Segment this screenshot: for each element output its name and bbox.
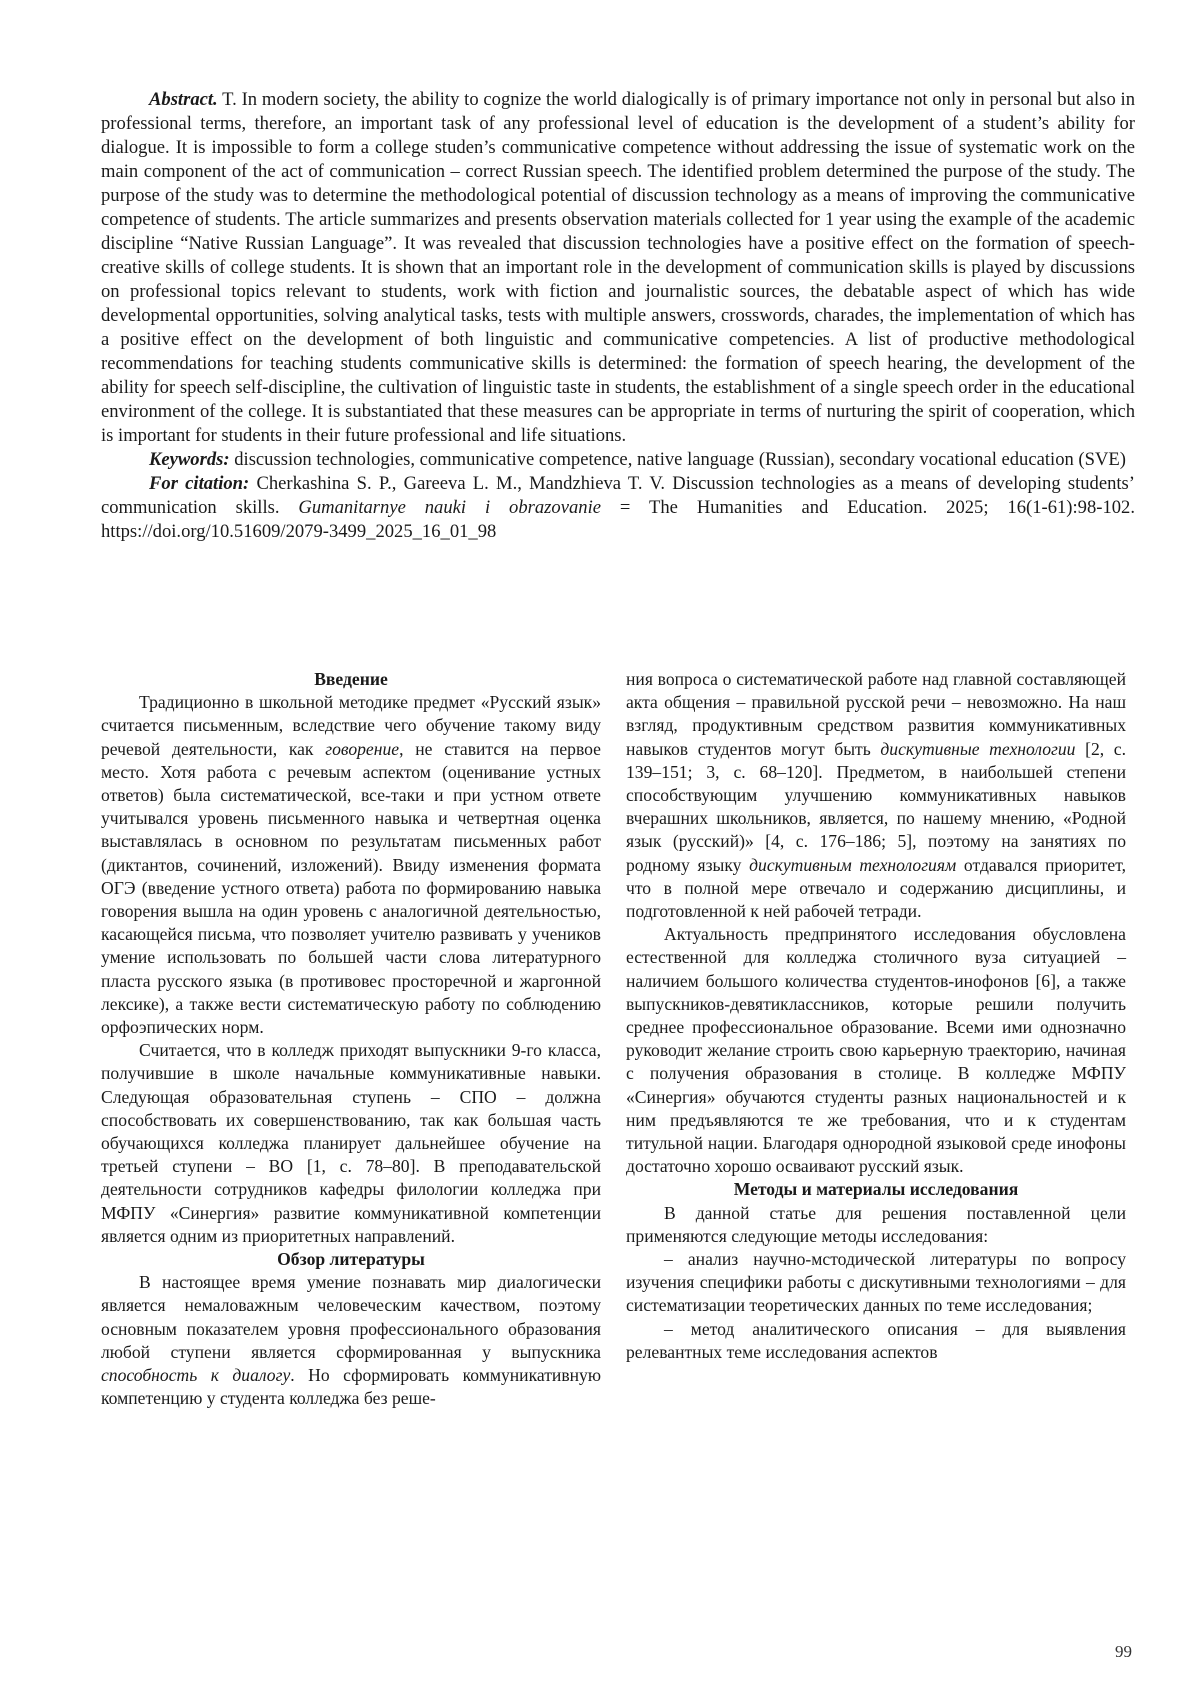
intro-emphasis: говорение — [325, 738, 400, 759]
review-emphasis: способность к диалогу — [101, 1365, 291, 1386]
citation-label: For citation: — [149, 473, 250, 494]
discussion-tech-emphasis-1: дискутивные технологии — [880, 738, 1076, 759]
introduction-paragraph-2: Считается, что в колледж приходят выпускники 9-го класса, получившие в школе начальные коммуникативные навыки. Следующая образовательная ступень – СПО – должна способствовать их совершенствованию, так как большая часть обучающихся колледжа планирует дальнейшее обучение на третьей ступени – ВО [1, с. 78–80]. В преподавательской деятельности сотрудников кафедры филологии колледжа при МФПУ «Синергия» развитие коммуникативной компетенции является одним из приоритетных направлений. — [101, 1040, 601, 1246]
relevance-paragraph: Актуальность предпринятого исследования обусловлена естественной для колледжа столичного вуза ситуацией – наличием большого количества студентов-инофонов [6], а также выпускников-девятиклассников, которые решили получить среднее профессиональное образование. Всеми ими однозначно руководит желание строить свою карьерную траекторию, начиная с получения образования в столице. В колледже МФПУ «Синергия» обучаются студенты разных национальностей и к ним предъявляются те же требования, что и к студентам титульной нации. Благодаря однородной языковой среде инофоны достаточно хорошо осваивают русский язык. — [626, 924, 1126, 1177]
right-column — [626, 668, 1126, 1364]
continued-text-b: [2, с. 139–151; 3, с. 68–120]. Предметом, в наибольшей степени способствующим улучшению коммуникативных навыков вчерашних школьников, является, по нашему мнению, «Родной язык (русский)» [4, с. 176–186; 5], поэтому на занятиях по родному языку — [626, 738, 1126, 875]
abstract-label: Abstract. — [149, 89, 218, 110]
citation-journal: Gumanitarnye nauki i obrazovanie — [298, 497, 601, 518]
review-text-a: В настоящее время умение познавать мир диалогически является немаловажным человеческим качеством, поэтому основным показателем уровня профессионального образования любой ступени является сформированная у выпускника — [101, 1272, 601, 1362]
abstract-text: T. In modern society, the ability to cognize the world dialogically is of primary importance not only in personal but also in professional terms, therefore, an important task of any professional level of education is the development of a student’s ability for dialogue. It is impossible to form a college studen’s communicative competence without addressing the issue of systematic work on the main component of the act of communication – correct Russian speech. The identified problem determined the purpose of the study. The purpose of the study was to determine the methodological potential of discussion technology as a means of improving the communicative competence of students. The article summarizes and presents observation materials collected for 1 year using the example of the academic discipline “Native Russian Language”. It was revealed that discussion technologies have a positive effect on the formation of speech-creative skills of college students. It is shown that an important role in the development of communication skills is played by discussions on professional topics relevant to students, work with fiction and journalistic sources, the debatable aspect of which has wide developmental opportunities, solving analytical tasks, tests with multiple answers, crosswords, charades, the implementation of which has a positive effect on the development of both linguistic and communicative competencies. A list of productive methodological recommendations for teaching students communicative skills is determined: the formation of speech hearing, the development of the ability for speech self-discipline, the cultivation of linguistic taste in students, the establishment of a single speech order in the educational environment of the college. It is substantiated that these measures can be appropriate in terms of nurturing the spirit of cooperation, which is important for students in their future professional and life situations. — [101, 89, 1136, 446]
methods-heading: Методы и материалы исследования — [733, 1179, 1019, 1200]
keywords-paragraph — [101, 448, 1135, 472]
literature-review-paragraph — [101, 1271, 601, 1410]
citation-text: Cherkashina S. P., Gareeva L. M., Mandzhieva T. V. Discussion technologies as a means of developing students’ communication skills. — [101, 473, 1135, 518]
methods-paragraph: В данной статье для решения поставленной цели применяются следующие методы исследования: — [626, 1202, 1126, 1246]
continued-text-c: отдавался приоритет, что в полной мере отвечало и содержанию дисциплины, и подготовленной к ней рабочей тетради. — [626, 854, 1126, 922]
introduction-heading: Введение — [314, 669, 388, 689]
keywords-text: discussion technologies, communicative competence, native language (Russian), secondary vocational education (SVE) — [234, 449, 1126, 470]
continued-paragraph — [626, 668, 1126, 923]
intro-text-b: , не ставится на первое место. Хотя работа с речевым аспектом (оценивание устных ответов) была систематической, все-таки и при устном ответе учитывался уровень письменного навыка и четвертная оценка выставлялась в основном по результатам письменных работ (диктантов, сочинений, изложений). Ввиду изменения формата ОГЭ (введение устного ответа) работа по формированию навыка говорения вышла на один уровень с аналогичной деятельностью, касающейся письма, что позволяет учителю развивать у учеников умение использовать по большей части слова литературного пласта русского языка (в противовес просторечной и жаргонной лексике), а также вести систематическую работу по соблюдению орфоэпических норм. — [101, 738, 601, 1038]
review-text-b: . Но сформировать коммуникативную компетенцию у студента колледжа без реше- — [101, 1365, 601, 1409]
discussion-tech-emphasis-2: дискутивным технологиям — [749, 854, 957, 875]
intro-text-a: Традиционно в школьной методике предмет «Русский язык» считается письменным, вследствие чего обучение такому виду речевой деятельности, как — [101, 692, 601, 759]
introduction-paragraph-1 — [101, 691, 601, 1039]
methods-list-item: – метод аналитического описания – для выявления релевантных теме исследования аспектов — [626, 1318, 1126, 1362]
continued-text-a: ния вопроса о систематической работе над главной составляющей акта общения – правильной русской речи – невозможно. На наш взгляд, продуктивным средством развития коммуникативных навыков студентов могут быть — [626, 669, 1126, 759]
page-number: 99 — [1115, 1642, 1132, 1661]
citation-doi-text: = The Humanities and Education. 2025; 16(1-61):98-102. https://doi.org/10.51609/2079-3499_2025_16_01_98 — [101, 497, 1135, 542]
abstract-block — [101, 88, 1135, 544]
literature-review-heading: Обзор литературы — [277, 1249, 425, 1270]
methods-list-item: – анализ научно-мстодической литературы по вопросу изучения специфики работы с дискутивными технологиями – для систематизации теоретических данных по теме исследования; — [626, 1249, 1126, 1316]
abstract-paragraph — [101, 88, 1135, 448]
citation-paragraph — [101, 472, 1135, 544]
keywords-label: Keywords: — [149, 449, 230, 470]
left-column — [101, 668, 601, 1411]
